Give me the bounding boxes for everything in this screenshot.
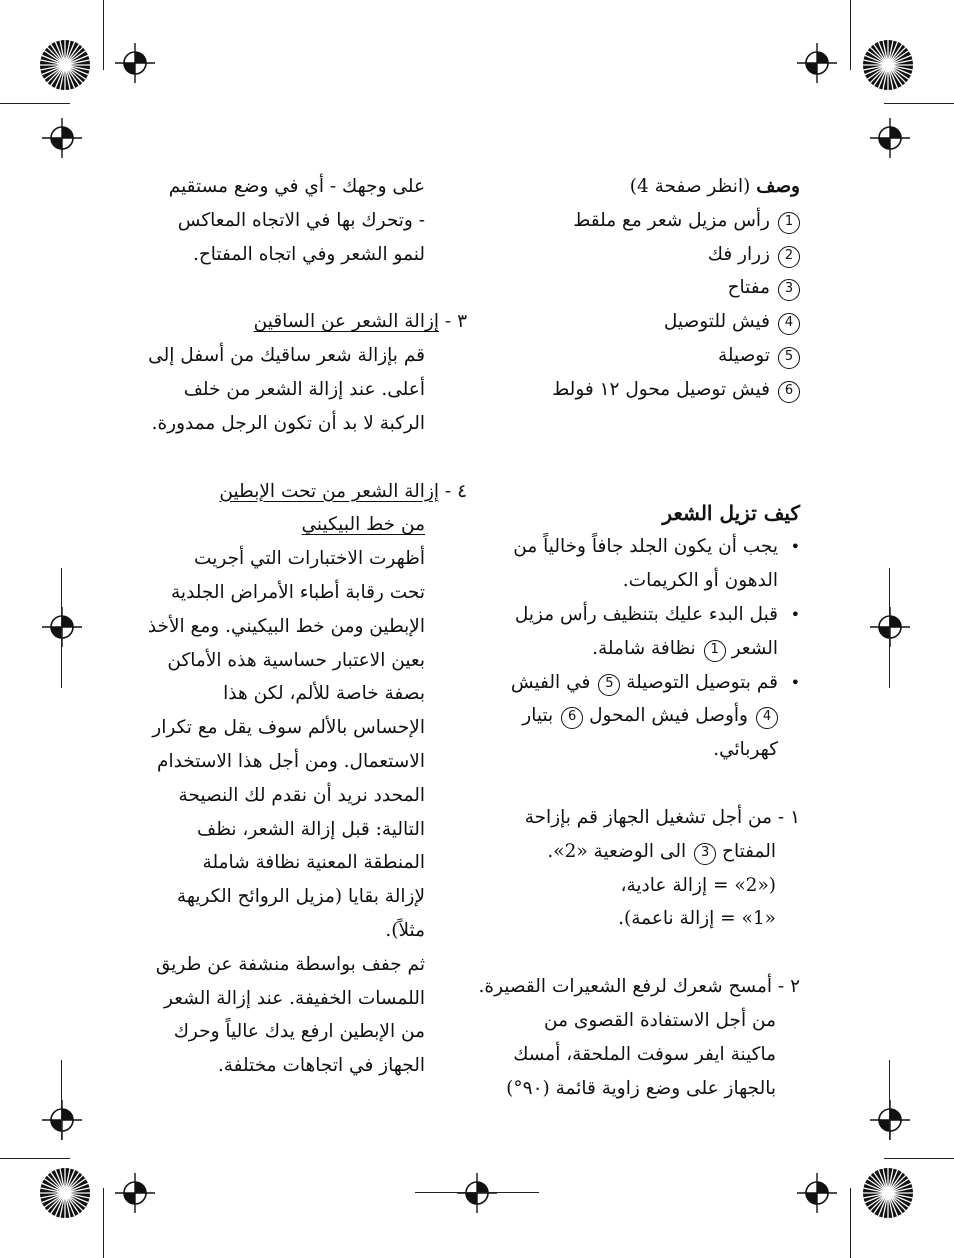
parts-list-item: 1رأس مزيل شعر مع ملقط: [470, 204, 800, 238]
registration-crosshair-icon: [870, 1100, 910, 1140]
registration-sunburst-icon: [39, 1167, 91, 1219]
crop-mark: [884, 1158, 954, 1159]
how-heading: كيف تزيل الشعر: [662, 500, 800, 525]
parts-list-item: 2زرار فك: [470, 238, 800, 272]
crop-mark: [889, 568, 890, 688]
crop-mark: [0, 103, 70, 104]
registration-sunburst-icon: [39, 39, 91, 91]
registration-crosshair-icon: [115, 43, 155, 83]
step-1: ١ - من أجل تشغيل الجهاز قم بإزاحة المفتاح 3الى الوضعية «2». («2» = إزالة عادية، «1» = إزالة ناعمة).: [524, 806, 800, 930]
description-heading: وصف (انظر صفحة 4): [629, 176, 800, 197]
registration-sunburst-icon: [862, 39, 914, 91]
crop-mark: [415, 1192, 539, 1193]
parts-list-item: 6فيش توصيل محول ١٢ فولط: [470, 373, 800, 407]
crop-mark: [889, 1060, 890, 1140]
bullet-item: • قم بتوصيل التوصيلة 5في الفيش 4وأوصل فيش المحول 6بتيار كهربائي.: [510, 671, 800, 761]
step-3-heading: ٣ - إزالة الشعر عن الساقين: [253, 311, 467, 333]
crop-mark: [61, 1060, 62, 1140]
registration-crosshair-icon: [42, 118, 82, 158]
registration-crosshair-icon: [457, 1173, 497, 1213]
crop-mark: [850, 1188, 851, 1258]
step-2: ٢ - أمسح شعرك لرفع الشعيرات القصيرة. من أجل الاستفادة القصوى من ماكينة ايفر سوفت الملحقة، أمسك بالجهاز على وضع زاوية قائمة (٩٠°): [478, 976, 800, 1099]
bullet-item: • يجب أن يكون الجلد جافاً وخالياً من الدهون أو الكريمات.: [513, 536, 800, 592]
left-column: على وجهك - أي في وضع مستقيم - وتحرك بها في الاتجاه المعاكس لنمو الشعر وفي اتجاه المفتاح. ٣ - إزالة الشعر عن الساقين قم بإزالة شعر ساقيك من أسفل إلى أعلى. عند إزالة الشعر من خلف الركبة لا بد أن تكون الرجل ممدورة. ٤ - إزالة الشعر من تحت الإبطين من خط البيكيني أظهرت الاختبارات التي أجريت تحت رقابة أطباء الأمراض الجلدية الإبطين ومن خط البيكيني. ومع الأخذ بعين الاعتبار حساسية هذه الأماكن بصفة خاصة للألم، لكن هذا الإحساس بالألم سوف يقل مع تكرار الاستعمال. ومن أجل هذا الاستخدام المحدد نريد أن نقدم لك النصيحة التالية: قبل إزالة الشعر، نظف المنطقة المعنية نظافة شاملة لإزالة بقايا (مزيل الروائح الكريهة مثلاً). ثم جفف بواسطة منشفة عن طريق اللمسات الخفيفة. عند إزالة الشعر من الإبطين ارفع يدك عالياً وحرك الجهاز في اتجاهات مختلفة.: [140, 170, 425, 1083]
registration-crosshair-icon: [870, 607, 910, 647]
registration-crosshair-icon: [870, 118, 910, 158]
registration-crosshair-icon: [797, 43, 837, 83]
parts-list-item: 5توصيلة: [470, 339, 800, 373]
step-4-heading: ٤ - إزالة الشعر من تحت الإبطين: [219, 480, 467, 502]
registration-sunburst-icon: [862, 1167, 914, 1219]
registration-crosshair-icon: [42, 607, 82, 647]
parts-list: [470, 204, 800, 407]
crop-mark: [103, 1188, 104, 1258]
parts-list-item: 4فيش للتوصيل: [470, 305, 800, 339]
crop-mark: [61, 568, 62, 688]
registration-crosshair-icon: [797, 1173, 837, 1213]
step-3: ٣ - إزالة الشعر عن الساقين قم بإزالة شعر ساقيك من أسفل إلى أعلى. عند إزالة الشعر من خلف الركبة لا بد أن تكون الرجل ممدورة.: [140, 305, 425, 440]
step-4: ٤ - إزالة الشعر من تحت الإبطين من خط البيكيني أظهرت الاختبارات التي أجريت تحت رقابة أطباء الأمراض الجلدية الإبطين ومن خط البيكيني. ومع الأخذ بعين الاعتبار حساسية هذه الأماكن بصفة خاصة للألم، لكن هذا الإحساس بالألم سوف يقل مع تكرار الاستعمال. ومن أجل هذا الاستخدام المحدد نريد أن نقدم لك النصيحة التالية: قبل إزالة الشعر، نظف المنطقة المعنية نظافة شاملة لإزالة بقايا (مزيل الروائح الكريهة مثلاً). ثم جفف بواسطة منشفة عن طريق اللمسات الخفيفة. عند إزالة الشعر من الإبطين ارفع يدك عالياً وحرك الجهاز في اتجاهات مختلفة.: [140, 475, 425, 1083]
crop-mark: [850, 0, 851, 70]
crop-mark: [884, 103, 954, 104]
parts-list-item: 3مفتاح: [470, 271, 800, 305]
right-column: [470, 170, 800, 1105]
registration-crosshair-icon: [42, 1100, 82, 1140]
bullet-item: • قبل البدء عليك بتنظيف رأس مزيل الشعر 1نظافة شاملة.: [470, 598, 800, 666]
crop-mark: [103, 0, 104, 70]
registration-crosshair-icon: [115, 1173, 155, 1213]
crop-mark: [0, 1158, 70, 1159]
